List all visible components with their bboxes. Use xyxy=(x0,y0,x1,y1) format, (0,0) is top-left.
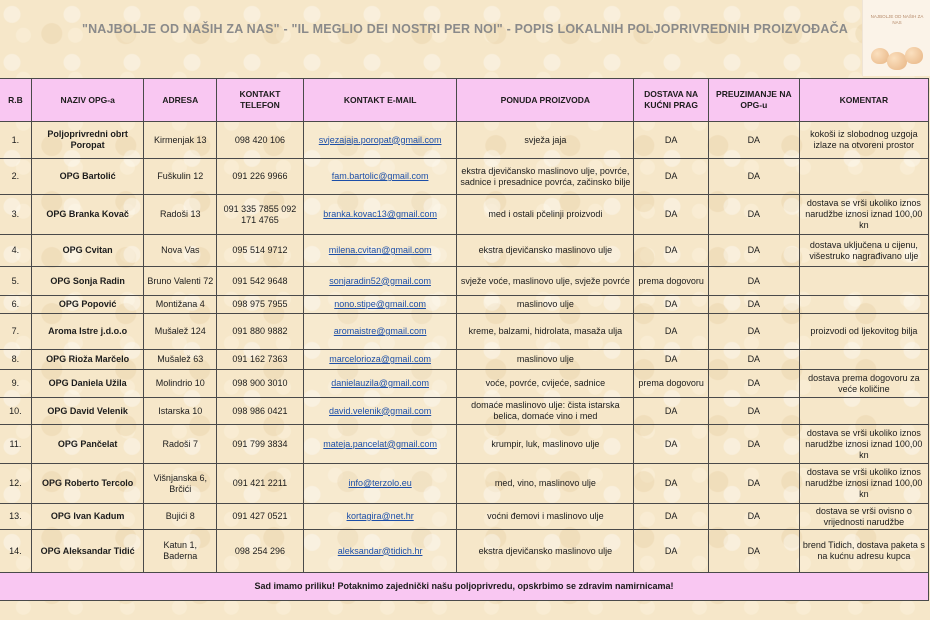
address-cell: Nova Vas xyxy=(144,235,217,267)
comment-cell xyxy=(799,350,928,370)
address-cell: Mušalež 124 xyxy=(144,314,217,350)
pickup-cell: DA xyxy=(708,370,799,398)
producer-name-cell: OPG David Velenik xyxy=(31,398,144,425)
producer-name-cell: Aroma Istre j.d.o.o xyxy=(31,314,144,350)
email-link[interactable]: danielauzila@gmail.com xyxy=(331,378,429,388)
products-cell: svježa jaja xyxy=(457,122,634,159)
phone-cell: 098 900 3010 xyxy=(217,370,304,398)
delivery-cell: DA xyxy=(634,504,709,530)
table-row xyxy=(0,314,929,350)
column-header: PREUZIMANJE NA OPG-u xyxy=(708,79,799,122)
products-cell: ekstra djevičansko maslinovo ulje xyxy=(457,530,634,573)
email-cell xyxy=(303,425,457,464)
email-link[interactable]: nono.stipe@gmail.com xyxy=(334,299,426,309)
pickup-cell: DA xyxy=(708,425,799,464)
address-cell: Radoši 13 xyxy=(144,195,217,235)
comment-cell: dostava prema dogovoru za veće količine xyxy=(799,370,928,398)
row-number-cell: 12. xyxy=(0,464,31,504)
email-link[interactable]: kortagira@net.hr xyxy=(346,511,414,521)
phone-cell: 091 335 7855 092 171 4765 xyxy=(217,195,304,235)
pickup-cell: DA xyxy=(708,314,799,350)
table-row xyxy=(0,464,929,504)
products-cell: krumpir, luk, maslinovo ulje xyxy=(457,425,634,464)
table-row xyxy=(0,296,929,314)
producer-name-cell: OPG Daniela Užila xyxy=(31,370,144,398)
pickup-cell: DA xyxy=(708,504,799,530)
comment-cell xyxy=(799,398,928,425)
comment-cell: kokoši iz slobodnog uzgoja izlaze na otvoreni prostor xyxy=(799,122,928,159)
pickup-cell: DA xyxy=(708,398,799,425)
phone-cell: 091 421 2211 xyxy=(217,464,304,504)
phone-cell: 091 880 9882 xyxy=(217,314,304,350)
comment-cell xyxy=(799,296,928,314)
email-cell xyxy=(303,235,457,267)
address-cell: Bujići 8 xyxy=(144,504,217,530)
producer-name-cell: OPG Pančelat xyxy=(31,425,144,464)
column-header: KONTAKT TELEFON xyxy=(217,79,304,122)
table-row xyxy=(0,235,929,267)
pickup-cell: DA xyxy=(708,464,799,504)
email-cell xyxy=(303,267,457,296)
delivery-cell: prema dogovoru xyxy=(634,267,709,296)
footer-message: Sad imamo priliku! Potaknimo zajednički našu poljoprivredu, opskrbimo se zdravim namirnicama! xyxy=(0,573,929,601)
producer-name-cell: OPG Bartolić xyxy=(31,159,144,195)
address-cell: Fuškulin 12 xyxy=(144,159,217,195)
email-link[interactable]: mateja.pancelat@gmail.com xyxy=(323,438,437,449)
egg-icon xyxy=(887,52,907,70)
table-row xyxy=(0,122,929,159)
delivery-cell: DA xyxy=(634,296,709,314)
row-number-cell: 9. xyxy=(0,370,31,398)
phone-cell: 098 975 7955 xyxy=(217,296,304,314)
logo xyxy=(862,0,930,76)
email-cell xyxy=(303,296,457,314)
table-row xyxy=(0,350,929,370)
email-link[interactable]: info@terzolo.eu xyxy=(348,478,412,488)
email-cell xyxy=(303,122,457,159)
producer-name-cell: OPG Branka Kovač xyxy=(31,195,144,235)
comment-cell xyxy=(799,267,928,296)
email-cell xyxy=(303,314,457,350)
phone-cell: 098 420 106 xyxy=(217,122,304,159)
email-link[interactable]: aromaistre@gmail.com xyxy=(333,326,427,336)
pickup-cell: DA xyxy=(708,122,799,159)
pickup-cell: DA xyxy=(708,235,799,267)
email-link[interactable]: david.velenik@gmail.com xyxy=(329,405,432,416)
comment-cell: dostava se vrši ukoliko iznos narudžbe iznosi iznad 100,00 kn xyxy=(799,464,928,504)
email-cell xyxy=(303,370,457,398)
comment-cell: dostava uključena u cijenu, višestruko nagrađivano ulje xyxy=(799,235,928,267)
row-number-cell: 3. xyxy=(0,195,31,235)
producers-table xyxy=(0,78,929,601)
email-cell xyxy=(303,350,457,370)
row-number-cell: 13. xyxy=(0,504,31,530)
products-cell: voće, povrće, cvijeće, sadnice xyxy=(457,370,634,398)
table-row xyxy=(0,267,929,296)
pickup-cell: DA xyxy=(708,350,799,370)
address-cell: Montižana 4 xyxy=(144,296,217,314)
table-row xyxy=(0,398,929,425)
producer-name-cell: OPG Cvitan xyxy=(31,235,144,267)
row-number-cell: 4. xyxy=(0,235,31,267)
delivery-cell: DA xyxy=(634,425,709,464)
address-cell: Bruno Valenti 72 xyxy=(144,267,217,296)
phone-cell: 098 254 296 xyxy=(217,530,304,573)
column-header: ADRESA xyxy=(144,79,217,122)
delivery-cell: DA xyxy=(634,314,709,350)
delivery-cell: DA xyxy=(634,530,709,573)
table-row xyxy=(0,159,929,195)
comment-cell: dostava se vrši ukoliko iznos narudžbe iznosi iznad 100,00 kn xyxy=(799,195,928,235)
email-link[interactable]: milena.cvitan@gmail.com xyxy=(328,245,432,255)
delivery-cell: DA xyxy=(634,464,709,504)
products-cell: domaće maslinovo ulje: čista istarska belica, domaće vino i med xyxy=(457,398,634,425)
email-cell xyxy=(303,159,457,195)
address-cell: Radoši 7 xyxy=(144,425,217,464)
producer-name-cell: OPG Aleksandar Tidić xyxy=(31,530,144,573)
column-header: PONUDA PROIZVODA xyxy=(457,79,634,122)
products-cell: voćni đemovi i maslinovo ulje xyxy=(457,504,634,530)
table-header-row xyxy=(0,79,929,122)
phone-cell: 091 542 9648 xyxy=(217,267,304,296)
row-number-cell: 7. xyxy=(0,314,31,350)
table-row xyxy=(0,195,929,235)
delivery-cell: prema dogovoru xyxy=(634,370,709,398)
row-number-cell: 6. xyxy=(0,296,31,314)
table-row xyxy=(0,530,929,573)
row-number-cell: 8. xyxy=(0,350,31,370)
table-row xyxy=(0,370,929,398)
phone-cell: 091 162 7363 xyxy=(217,350,304,370)
logo-text: NAJBOLJE OD NAŠIH ZA NAS xyxy=(870,14,924,25)
producer-name-cell: OPG Ivan Kadum xyxy=(31,504,144,530)
phone-cell: 091 226 9966 xyxy=(217,159,304,195)
pickup-cell: DA xyxy=(708,195,799,235)
email-link[interactable]: fam.bartolic@gmail.com xyxy=(331,171,429,181)
pickup-cell: DA xyxy=(708,296,799,314)
delivery-cell: DA xyxy=(634,350,709,370)
row-number-cell: 5. xyxy=(0,267,31,296)
products-cell: ekstra djevičansko maslinovo ulje, povrće, sadnice i presadnice povrća, začinsko bilje xyxy=(457,159,634,195)
producer-name-cell: OPG Popović xyxy=(31,296,144,314)
delivery-cell: DA xyxy=(634,159,709,195)
email-link[interactable]: marcelorioza@gmail.com xyxy=(329,354,431,364)
address-cell: Mušalež 63 xyxy=(144,350,217,370)
products-cell: kreme, balzami, hidrolata, masaža ulja xyxy=(457,314,634,350)
producer-name-cell: OPG Rioža Marčelo xyxy=(31,350,144,370)
pickup-cell: DA xyxy=(708,159,799,195)
phone-cell: 098 986 0421 xyxy=(217,398,304,425)
phone-cell: 095 514 9712 xyxy=(217,235,304,267)
column-header: DOSTAVA NA KUĆNI PRAG xyxy=(634,79,709,122)
table-row xyxy=(0,425,929,464)
email-link[interactable]: sonjaradin52@gmail.com xyxy=(329,275,431,286)
producer-name-cell: OPG Roberto Tercolo xyxy=(31,464,144,504)
address-cell: Katun 1, Baderna xyxy=(144,530,217,573)
producer-name-cell: Poljoprivredni obrt Poropat xyxy=(31,122,144,159)
email-cell xyxy=(303,464,457,504)
comment-cell: brend Tidich, dostava paketa s na kućnu adresu kupca xyxy=(799,530,928,573)
address-cell: Molindrio 10 xyxy=(144,370,217,398)
email-cell xyxy=(303,195,457,235)
delivery-cell: DA xyxy=(634,398,709,425)
comment-cell xyxy=(799,159,928,195)
products-cell: med i ostali pčelinji proizvodi xyxy=(457,195,634,235)
phone-cell: 091 427 0521 xyxy=(217,504,304,530)
pickup-cell: DA xyxy=(708,530,799,573)
delivery-cell: DA xyxy=(634,195,709,235)
column-header: NAZIV OPG-a xyxy=(31,79,144,122)
address-cell: Istarska 10 xyxy=(144,398,217,425)
delivery-cell: DA xyxy=(634,235,709,267)
column-header: R.B xyxy=(0,79,31,122)
column-header: KONTAKT E-MAIL xyxy=(303,79,457,122)
row-number-cell: 2. xyxy=(0,159,31,195)
email-cell xyxy=(303,504,457,530)
comment-cell: proizvodi od ljekovitog bilja xyxy=(799,314,928,350)
email-link[interactable]: aleksandar@tidich.hr xyxy=(337,545,423,556)
delivery-cell: DA xyxy=(634,122,709,159)
products-cell: ekstra djevičansko maslinovo ulje xyxy=(457,235,634,267)
page-title: "NAJBOLJE OD NAŠIH ZA NAS" - "IL MEGLIO DEI NOSTRI PER NOI" - POPIS LOKALNIH POLJOPRIVREDNIH PROIZVOĐAČA xyxy=(81,22,849,36)
row-number-cell: 11. xyxy=(0,425,31,464)
products-cell: svježe voće, maslinovo ulje, svježe povrće xyxy=(457,267,634,296)
producer-name-cell: OPG Sonja Radin xyxy=(31,267,144,296)
comment-cell: dostava se vrši ovisno o vrijednosti narudžbe xyxy=(799,504,928,530)
email-cell xyxy=(303,398,457,425)
row-number-cell: 1. xyxy=(0,122,31,159)
pickup-cell: DA xyxy=(708,267,799,296)
email-cell xyxy=(303,530,457,573)
products-cell: maslinovo ulje xyxy=(457,296,634,314)
address-cell: Kirmenjak 13 xyxy=(144,122,217,159)
products-cell: med, vino, maslinovo ulje xyxy=(457,464,634,504)
egg-icon xyxy=(905,47,923,64)
column-header: KOMENTAR xyxy=(799,79,928,122)
email-link[interactable]: svjezajaja.poropat@gmail.com xyxy=(318,134,442,145)
email-link[interactable]: branka.kovac13@gmail.com xyxy=(323,209,437,219)
row-number-cell: 10. xyxy=(0,398,31,425)
table-row xyxy=(0,504,929,530)
phone-cell: 091 799 3834 xyxy=(217,425,304,464)
row-number-cell: 14. xyxy=(0,530,31,573)
address-cell: Višnjanska 6, Brčići xyxy=(144,464,217,504)
comment-cell: dostava se vrši ukoliko iznos narudžbe iznosi iznad 100,00 kn xyxy=(799,425,928,464)
products-cell: maslinovo ulje xyxy=(457,350,634,370)
